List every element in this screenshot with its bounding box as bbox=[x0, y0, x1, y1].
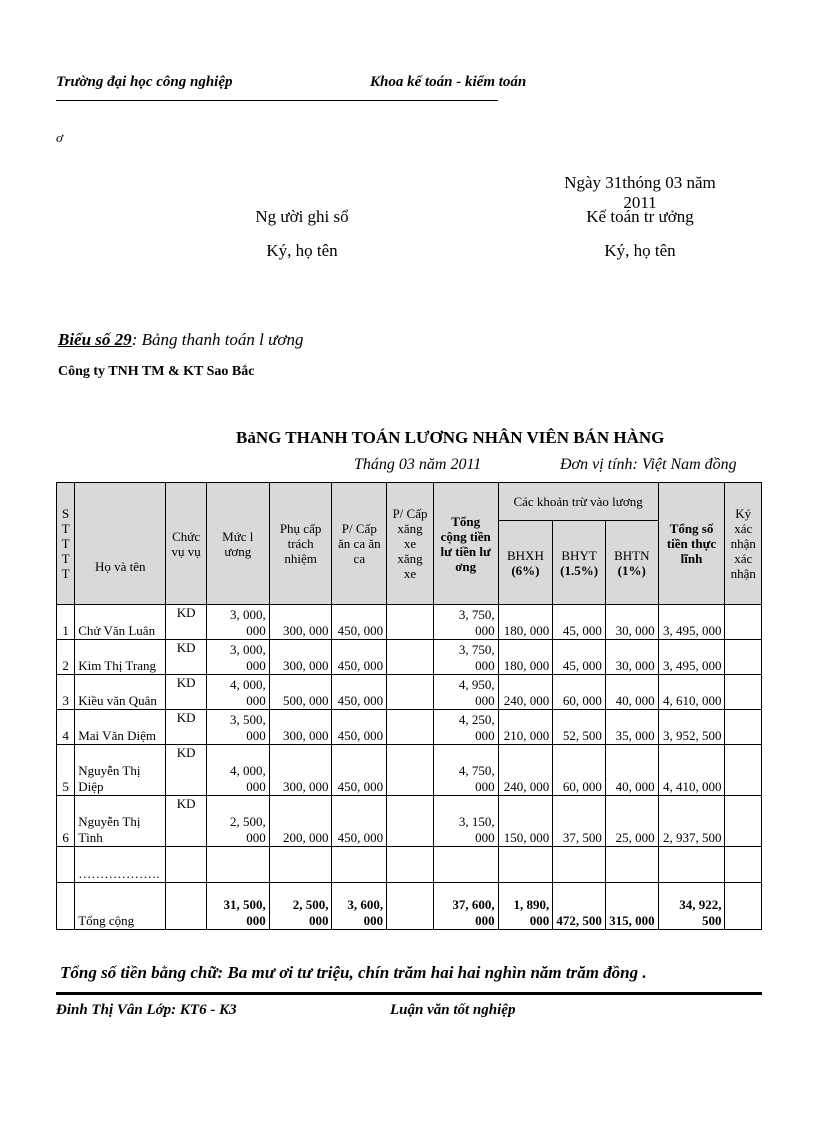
row-responsibility: 300, 000 bbox=[269, 710, 332, 745]
table-row bbox=[57, 745, 762, 796]
col-bhyt bbox=[553, 521, 606, 605]
totals-label: Tổng cộng bbox=[75, 883, 166, 930]
row-net: 3, 495, 000 bbox=[658, 605, 725, 640]
row-fuel bbox=[387, 745, 434, 796]
row-bhxh: 180, 000 bbox=[498, 605, 553, 640]
row-stt: 5 bbox=[57, 745, 75, 796]
row-sign bbox=[725, 745, 762, 796]
col-role: Chức vụ vụ bbox=[166, 483, 207, 605]
row-responsibility: 500, 000 bbox=[269, 675, 332, 710]
row-base: 4, 000, 000 bbox=[206, 745, 269, 796]
table-title: BảNG THANH TOÁN LƯƠNG NHÂN VIÊN BÁN HÀNG bbox=[236, 428, 665, 447]
chief-accountant-role: Kế toán tr ưởng bbox=[586, 207, 694, 226]
ellipsis: ………………. bbox=[75, 847, 166, 883]
bhxh-label: BHXH bbox=[507, 547, 544, 563]
total-gross: 37, 600, 000 bbox=[433, 883, 498, 930]
row-bhxh: 210, 000 bbox=[498, 710, 553, 745]
row-base: 4, 000, 000 bbox=[206, 675, 269, 710]
signature-date: Ngày 31thóng 03 năm 2011 bbox=[564, 173, 716, 212]
row-responsibility: 300, 000 bbox=[269, 605, 332, 640]
bhyt-label: BHYT bbox=[561, 547, 597, 563]
row-bhyt: 45, 000 bbox=[553, 640, 606, 675]
col-base-salary: Mức l ương bbox=[206, 483, 269, 605]
footer-thesis: Luận văn tốt nghiệp bbox=[390, 1002, 516, 1018]
row-base: 3, 000, 000 bbox=[206, 640, 269, 675]
row-base: 2, 500, 000 bbox=[206, 796, 269, 847]
table-row bbox=[57, 675, 762, 710]
form-caption bbox=[58, 330, 304, 350]
row-name: Mai Văn Diệm bbox=[75, 710, 166, 745]
currency-unit: Đơn vị tính: Việt Nam đồng bbox=[560, 456, 737, 473]
recorder-role: Ng ười ghi sổ bbox=[255, 207, 349, 226]
row-sign bbox=[725, 710, 762, 745]
col-name: Họ và tên bbox=[75, 483, 166, 605]
col-sign: Ký xác nhận xác nhận bbox=[725, 483, 762, 605]
row-meal: 450, 000 bbox=[332, 745, 387, 796]
row-bhyt: 37, 500 bbox=[553, 796, 606, 847]
school-name: Trường đại học công nghiệp bbox=[56, 74, 233, 90]
row-bhxh: 150, 000 bbox=[498, 796, 553, 847]
row-meal: 450, 000 bbox=[332, 605, 387, 640]
row-sign bbox=[725, 675, 762, 710]
row-bhxh: 180, 000 bbox=[498, 640, 553, 675]
row-name: Chử Văn Luân bbox=[75, 605, 166, 640]
row-net: 4, 610, 000 bbox=[658, 675, 725, 710]
total-bhyt: 472, 500 bbox=[553, 883, 606, 930]
row-role: KD bbox=[166, 710, 207, 745]
row-base: 3, 500, 000 bbox=[206, 710, 269, 745]
totals-row bbox=[57, 883, 762, 930]
row-bhtn: 30, 000 bbox=[605, 605, 658, 640]
col-bhxh bbox=[498, 521, 553, 605]
row-sign bbox=[725, 796, 762, 847]
row-gross: 4, 250, 000 bbox=[433, 710, 498, 745]
row-bhxh: 240, 000 bbox=[498, 745, 553, 796]
form-number: Biểu số 29 bbox=[58, 330, 132, 349]
row-bhtn: 40, 000 bbox=[605, 675, 658, 710]
col-fuel: P/ Cấp xăng xe xăng xe bbox=[387, 483, 434, 605]
row-meal: 450, 000 bbox=[332, 710, 387, 745]
period: Tháng 03 năm 2011 bbox=[354, 456, 482, 473]
table-row bbox=[57, 710, 762, 745]
row-name: Nguyễn Thị Diệp bbox=[75, 745, 166, 796]
row-fuel bbox=[387, 605, 434, 640]
ellipsis-row bbox=[57, 847, 762, 883]
table-row bbox=[57, 605, 762, 640]
row-bhyt: 60, 000 bbox=[553, 675, 606, 710]
row-meal: 450, 000 bbox=[332, 796, 387, 847]
chief-accountant-sign: Ký, họ tên bbox=[604, 241, 676, 260]
col-net: Tổng số tiền thực lĩnh bbox=[658, 483, 725, 605]
row-bhtn: 30, 000 bbox=[605, 640, 658, 675]
total-responsibility: 2, 500, 000 bbox=[269, 883, 332, 930]
amount-in-words: Tổng số tiền bằng chữ: Ba mư ơi tư triệu, chín trăm hai hai nghìn năm trăm đồng . bbox=[60, 963, 647, 982]
row-bhxh: 240, 000 bbox=[498, 675, 553, 710]
row-responsibility: 300, 000 bbox=[269, 640, 332, 675]
company-name: Công ty TNH TM & KT Sao Bắc bbox=[58, 364, 255, 379]
table-row bbox=[57, 640, 762, 675]
total-net: 34, 922, 500 bbox=[658, 883, 725, 930]
row-meal: 450, 000 bbox=[332, 640, 387, 675]
row-responsibility: 200, 000 bbox=[269, 796, 332, 847]
row-sign bbox=[725, 605, 762, 640]
row-role: KD bbox=[166, 675, 207, 710]
row-base: 3, 000, 000 bbox=[206, 605, 269, 640]
department-name: Khoa kế toán - kiểm toán bbox=[370, 74, 527, 90]
payroll-rows bbox=[57, 605, 762, 847]
bhyt-rate: (1.5%) bbox=[560, 562, 599, 578]
form-description: : Bảng thanh toán l ương bbox=[131, 330, 304, 349]
col-responsibility: Phụ cấp trách nhiệm bbox=[269, 483, 332, 605]
table-row bbox=[57, 796, 762, 847]
total-base: 31, 500, 000 bbox=[206, 883, 269, 930]
row-role: KD bbox=[166, 605, 207, 640]
row-sign bbox=[725, 640, 762, 675]
payroll-table bbox=[56, 482, 762, 930]
bhtn-rate: (1%) bbox=[617, 562, 646, 578]
footer-author: Đinh Thị Vân Lớp: KT6 - K3 bbox=[56, 1002, 237, 1018]
row-net: 2, 937, 500 bbox=[658, 796, 725, 847]
row-fuel bbox=[387, 710, 434, 745]
row-meal: 450, 000 bbox=[332, 675, 387, 710]
row-name: Kiều văn Quân bbox=[75, 675, 166, 710]
row-stt: 4 bbox=[57, 710, 75, 745]
col-deductions: Các khoản trừ vào lương bbox=[498, 483, 658, 521]
row-net: 4, 410, 000 bbox=[658, 745, 725, 796]
col-gross: Tổng cộng tiền lư tiền lư ơng bbox=[433, 483, 498, 605]
col-stt: S T T T T bbox=[57, 483, 75, 605]
header-rule bbox=[56, 100, 498, 101]
total-bhtn: 315, 000 bbox=[605, 883, 658, 930]
row-gross: 4, 750, 000 bbox=[433, 745, 498, 796]
row-name: Nguyễn Thị Tình bbox=[75, 796, 166, 847]
row-bhyt: 52, 500 bbox=[553, 710, 606, 745]
row-stt: 6 bbox=[57, 796, 75, 847]
row-fuel bbox=[387, 640, 434, 675]
row-net: 3, 952, 500 bbox=[658, 710, 725, 745]
footer-rule bbox=[56, 992, 762, 995]
stray-mark: ơ bbox=[56, 130, 63, 145]
row-fuel bbox=[387, 675, 434, 710]
row-bhyt: 60, 000 bbox=[553, 745, 606, 796]
row-responsibility: 300, 000 bbox=[269, 745, 332, 796]
bhxh-rate: (6%) bbox=[511, 562, 540, 578]
col-meal: P/ Cấp ăn ca ăn ca bbox=[332, 483, 387, 605]
row-role: KD bbox=[166, 796, 207, 847]
row-gross: 3, 750, 000 bbox=[433, 605, 498, 640]
row-name: Kim Thị Trang bbox=[75, 640, 166, 675]
row-stt: 1 bbox=[57, 605, 75, 640]
row-stt: 3 bbox=[57, 675, 75, 710]
row-role: KD bbox=[166, 640, 207, 675]
row-gross: 4, 950, 000 bbox=[433, 675, 498, 710]
recorder-sign: Ký, họ tên bbox=[266, 241, 338, 260]
row-net: 3, 495, 000 bbox=[658, 640, 725, 675]
row-bhtn: 25, 000 bbox=[605, 796, 658, 847]
row-bhtn: 40, 000 bbox=[605, 745, 658, 796]
bhtn-label: BHTN bbox=[614, 547, 650, 563]
total-meal: 3, 600, 000 bbox=[332, 883, 387, 930]
row-gross: 3, 150, 000 bbox=[433, 796, 498, 847]
row-gross: 3, 750, 000 bbox=[433, 640, 498, 675]
row-role: KD bbox=[166, 745, 207, 796]
row-fuel bbox=[387, 796, 434, 847]
total-bhxh: 1, 890, 000 bbox=[498, 883, 553, 930]
row-stt: 2 bbox=[57, 640, 75, 675]
row-bhyt: 45, 000 bbox=[553, 605, 606, 640]
col-bhtn bbox=[605, 521, 658, 605]
row-bhtn: 35, 000 bbox=[605, 710, 658, 745]
